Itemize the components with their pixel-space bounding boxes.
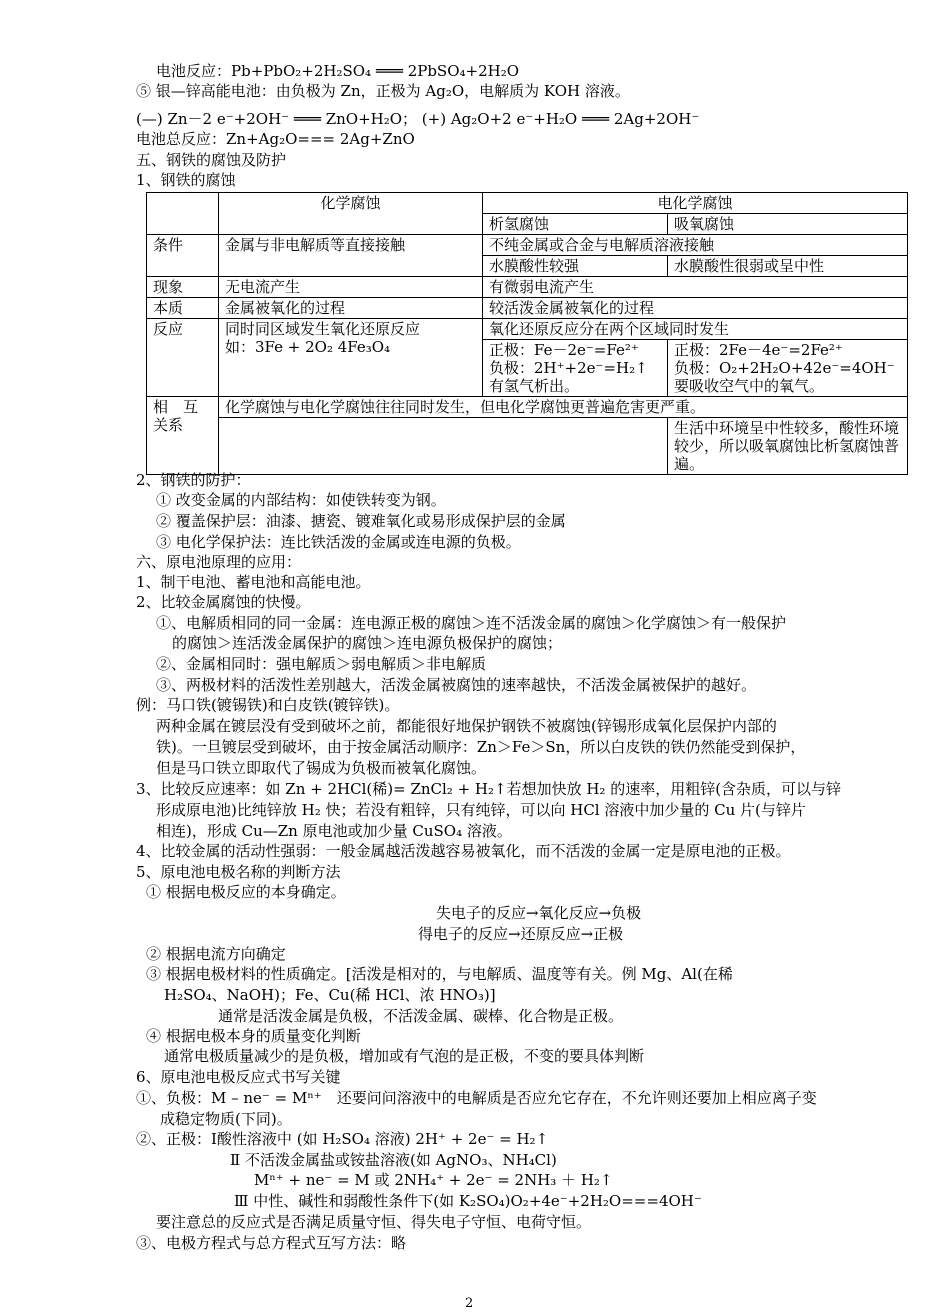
cell-line: 关系: [153, 416, 184, 434]
text-line: 通常电极质量减少的是负极，增加或有气泡的是正极，不变的要具体判断: [164, 1047, 645, 1065]
text-line: ①、电解质相同的同一金属：连电源正极的腐蚀＞连不活泼金属的腐蚀＞化学腐蚀＞有一般保护: [156, 614, 787, 632]
total-reaction: 电池总反应：Zn+Ag₂O=== 2Ag+ZnO: [136, 130, 415, 148]
sub-heading: 1、钢铁的腐蚀: [136, 171, 236, 189]
cell: 不纯金属或合金与电解质溶液接触: [483, 235, 908, 256]
text-line: 通常是活泼金属是负极，不活泼金属、碳棒、化合物是正极。: [218, 1007, 624, 1025]
cell-line: 正极：Fe－2e⁻=Fe²⁺: [489, 341, 639, 359]
cell-line: 正极：2Fe－4e⁻=2Fe²⁺: [674, 341, 843, 359]
battery-reaction: 电池反应：Pb+PbO₂+2H₂SO₄ ═══ 2PbSO₄+2H₂O: [156, 62, 520, 80]
cell: 有微弱电流产生: [483, 277, 908, 298]
text-line: ③、电极方程式与总方程式互写方法：略: [136, 1234, 407, 1252]
text-line: 5、原电池电极名称的判断方法: [136, 863, 341, 881]
text-line: 两种金属在镀层没有受到破坏之前，都能很好地保护钢铁不被腐蚀(锌锡形成氧化层保护内部的: [156, 717, 777, 735]
cell-line: 相 互: [153, 398, 199, 416]
cell-line: 如：3Fe + 2O₂ 4Fe₃O₄: [225, 338, 391, 356]
cell-line: 有氢气析出。: [489, 377, 580, 395]
text-line: 2、钢铁的防护：: [136, 471, 251, 489]
cell: 生活中环境呈中性较多，酸性环境较少，所以吸氧腐蚀比析氢腐蚀普遍。: [668, 418, 908, 475]
text-line: 失电子的反应→氧化反应→负极: [436, 904, 642, 922]
text-line: 铁)。一旦镀层受到破坏，由于按金属活动顺序：Zn＞Fe＞Sn，所以白皮铁的铁仍然能受到保护，: [156, 738, 806, 756]
cell: [219, 319, 483, 397]
cell-line: 要吸收空气中的氧气。: [674, 377, 825, 395]
text-line: 得电子的反应→还原反应→正极: [418, 925, 624, 943]
cell: 金属被氧化的过程: [219, 298, 483, 319]
text-line: 例：马口铁(镀锡铁)和白皮铁(镀锌铁)。: [136, 696, 400, 714]
cell: 氧化还原反应分在两个区域同时发生: [483, 319, 908, 340]
text-line: H₂SO₄、NaOH)；Fe、Cu(稀 HCl、浓 HNO₃)]: [164, 986, 496, 1004]
text-line: ② 覆盖保护层：油漆、搪瓷、镀难氧化或易形成保护层的金属: [156, 512, 566, 530]
text-line: ①、负极：M – ne⁻ = Mⁿ⁺ 还要问问溶液中的电解质是否应允它存在，不允许则还要加上相应离子变: [136, 1089, 817, 1107]
cell: 无电流产生: [219, 277, 483, 298]
row-condition: 条件: [147, 235, 219, 277]
text-line: ②、金属相同时：强电解质＞弱电解质＞非电解质: [156, 655, 487, 673]
text-line: 形成原电池)比纯锌放 H₂ 快；若没有粗锌，只有纯锌，可以向 HCl 溶液中加少量的 Cu 片(与锌片: [156, 801, 806, 819]
text-line: 2、比较金属腐蚀的快慢。: [136, 593, 311, 611]
silver-zinc-battery: ⑤ 银—锌高能电池：由负极为 Zn，正极为 Ag₂O，电解质为 KOH 溶液。: [136, 82, 630, 100]
text-line: 1、制干电池、蓄电池和高能电池。: [136, 573, 371, 591]
text-line: ④ 根据电极本身的质量变化判断: [146, 1027, 361, 1045]
section-heading: 五、钢铁的腐蚀及防护: [136, 151, 287, 169]
row-relation: [147, 397, 219, 475]
cell: 化学腐蚀与电化学腐蚀往往同时发生，但电化学腐蚀更普遍危害更严重。: [219, 397, 908, 418]
cell-line: 负极：2H⁺+2e⁻=H₂↑: [489, 359, 648, 377]
cell: [668, 340, 908, 397]
text-line: 但是马口铁立即取代了锡成为负极而被氧化腐蚀。: [156, 759, 487, 777]
text-line: 3、比较反应速率：如 Zn + 2HCl(稀)= ZnCl₂ + H₂↑若想加快放 H₂ 的速率，用粗锌(含杂质，可以与锌: [136, 780, 842, 798]
text-line: ② 根据电流方向确定: [146, 945, 286, 963]
text-line: 4、比较金属的活动性强弱：一般金属越活泼越容易被氧化，而不活泼的金属一定是原电池的正极。: [136, 842, 791, 860]
text-line: ① 根据电极反应的本身确定。: [146, 883, 346, 901]
text-line: Ⅲ 中性、碱性和弱酸性条件下(如 K₂SO₄)O₂+4e⁻+2H₂O===4OH⁻: [234, 1192, 702, 1210]
cell: [483, 340, 668, 397]
text-line: ③ 根据电极材料的性质确定。[活泼是相对的，与电解质、温度等有关。例 Mg、Al(在稀: [146, 965, 733, 983]
table-corner: [147, 193, 219, 235]
header-oxygen: 吸氧腐蚀: [668, 214, 908, 235]
text-line: ③ 电化学保护法：连比铁活泼的金属或连电源的负极。: [156, 533, 521, 551]
row-phenomenon: 现象: [147, 277, 219, 298]
cell: 水膜酸性很弱或呈中性: [668, 256, 908, 277]
header-electrochemical: 电化学腐蚀: [483, 193, 908, 214]
row-essence: 本质: [147, 298, 219, 319]
text-line: 6、原电池电极反应式书写关键: [136, 1068, 341, 1086]
text-line: 相连)，形成 Cu—Zn 原电池或加少量 CuSO₄ 溶液。: [156, 822, 512, 840]
cell-line: 同时同区域发生氧化还原反应: [225, 320, 421, 338]
page-number: 2: [465, 1296, 474, 1311]
text-line: 六、原电池原理的应用：: [136, 553, 302, 571]
header-hydrogen: 析氢腐蚀: [483, 214, 668, 235]
electrode-reactions: (—) Zn－2 e⁻+2OH⁻ ═══ ZnO+H₂O； (+) Ag₂O+2 e⁻+H₂O ═══ 2Ag+2OH⁻: [136, 110, 700, 128]
text-line: ②、正极：Ⅰ酸性溶液中 (如 H₂SO₄ 溶液) 2H⁺ + 2e⁻ = H₂↑: [136, 1130, 549, 1148]
cell: 较活泼金属被氧化的过程: [483, 298, 908, 319]
cell: 水膜酸性较强: [483, 256, 668, 277]
text-line: 要注意总的反应式是否满足质量守恒、得失电子守恒、电荷守恒。: [156, 1213, 592, 1231]
text-line: 成稳定物质(下同)。: [160, 1110, 292, 1128]
text-line: ① 改变金属的内部结构：如使铁转变为钢。: [156, 491, 446, 509]
header-chemical: 化学腐蚀: [219, 193, 483, 235]
cell-line: 负极：O₂+2H₂O+42e⁻=4OH⁻: [674, 359, 895, 377]
text-line: Mⁿ⁺ + ne⁻ = M 或 2NH₄⁺ + 2e⁻ = 2NH₃ ＋ H₂↑: [254, 1171, 613, 1189]
text-line: Ⅱ 不活泼金属盐或铵盐溶液(如 AgNO₃、NH₄Cl): [230, 1151, 557, 1169]
row-reaction: 反应: [147, 319, 219, 397]
cell: 金属与非电解质等直接接触: [219, 235, 483, 277]
text-line: 的腐蚀＞连活泼金属保护的腐蚀＞连电源负极保护的腐蚀；: [172, 634, 563, 652]
cell: [219, 418, 668, 475]
corrosion-table: [146, 192, 908, 475]
text-line: ③、两极材料的活泼性差别越大，活泼金属被腐蚀的速率越快，不活泼金属被保护的越好。: [156, 676, 757, 694]
